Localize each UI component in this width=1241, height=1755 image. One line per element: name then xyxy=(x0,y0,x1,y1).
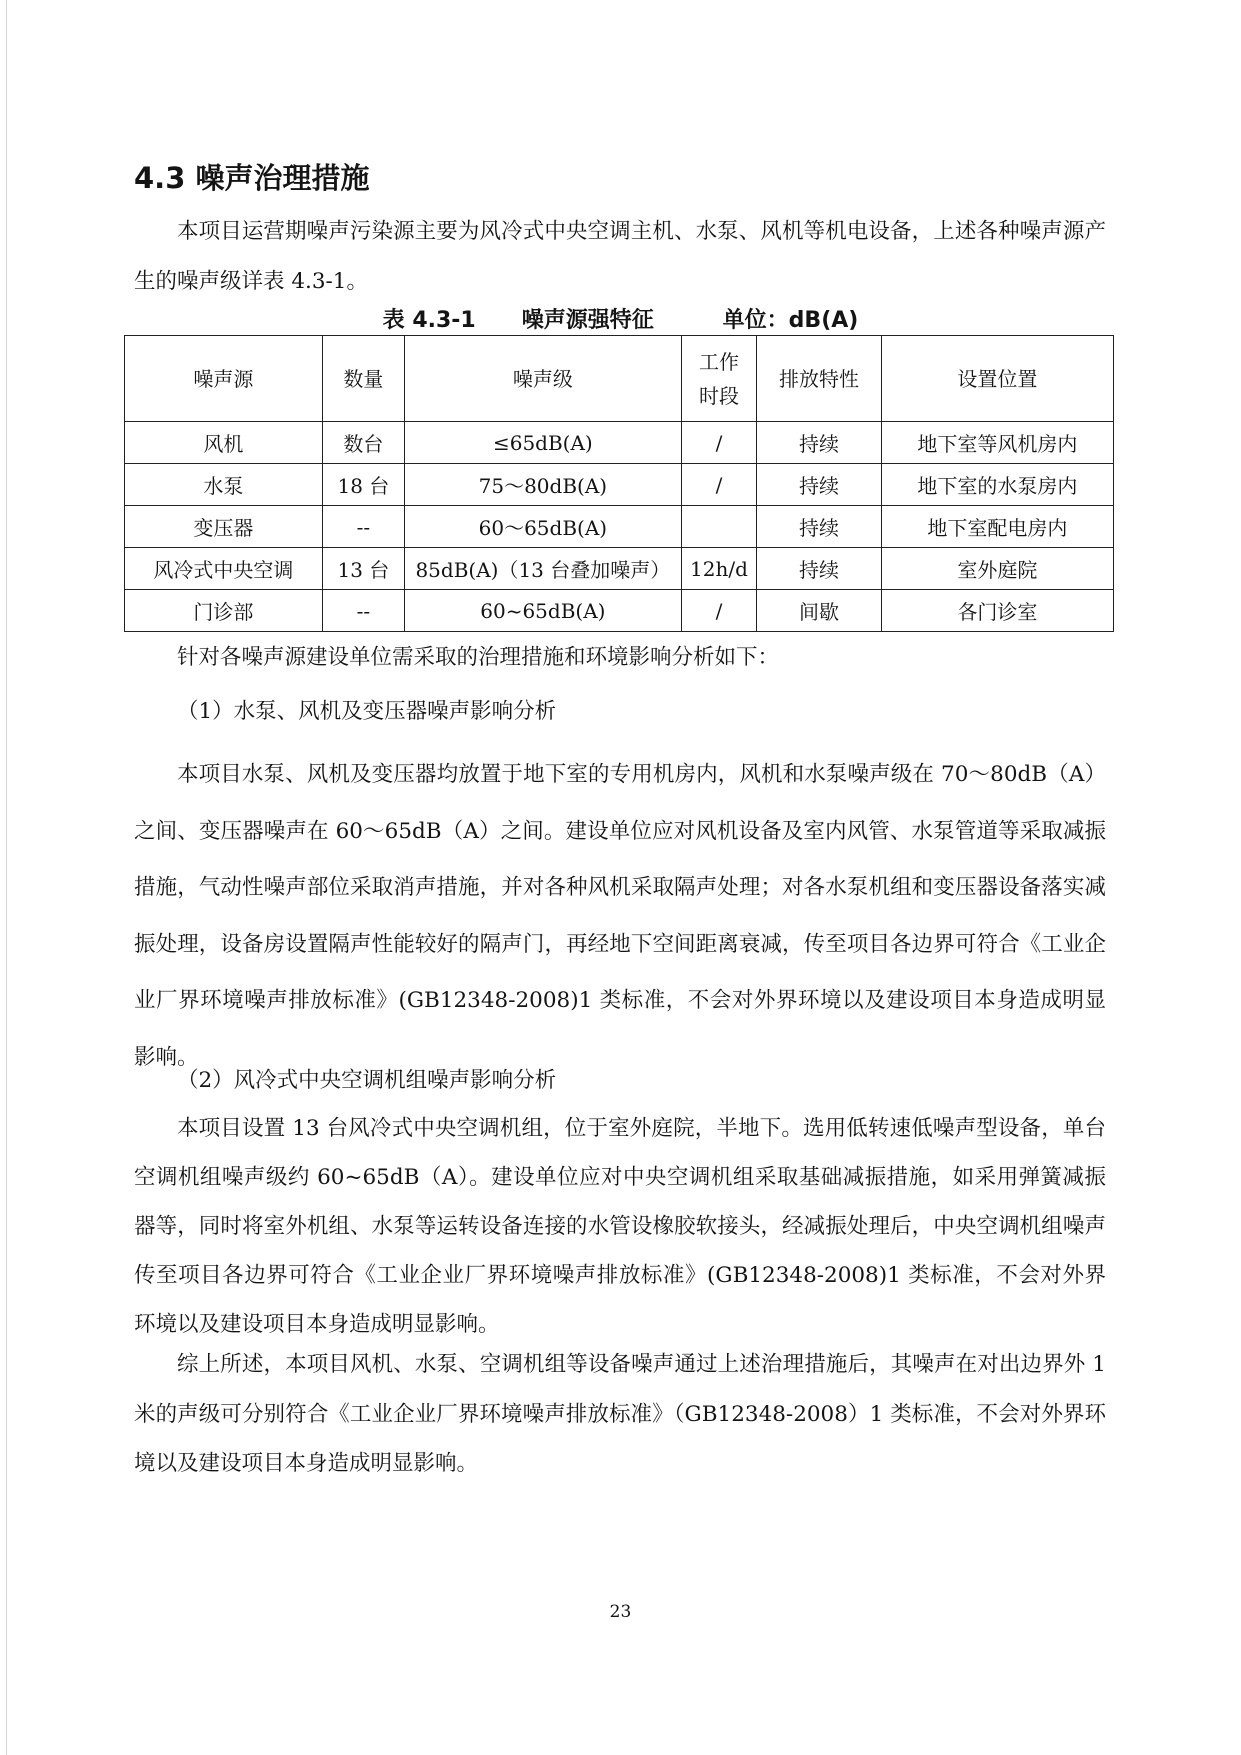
header-work-period-line2: 时段 xyxy=(698,383,739,408)
table-row xyxy=(125,464,1114,506)
cell-period xyxy=(681,506,757,548)
cell-level: 60～65dB(A) xyxy=(405,506,682,548)
cell-emission: 持续 xyxy=(757,548,881,590)
table-caption-unit: 单位：dB(A) xyxy=(722,308,859,333)
cell-source: 变压器 xyxy=(125,506,323,548)
cell-source: 门诊部 xyxy=(125,590,323,632)
cell-level: 60~65dB(A) xyxy=(405,590,682,632)
header-work-period-line1: 工作 xyxy=(698,349,739,374)
table-caption-id: 表 4.3-1 xyxy=(382,308,476,333)
measures-intro-paragraph: 针对各噪声源建设单位需采取的治理措施和环境影响分析如下： xyxy=(177,645,780,670)
cell-period: / xyxy=(681,422,757,464)
page-number: 23 xyxy=(609,1602,632,1622)
cell-quantity: -- xyxy=(322,506,404,548)
subsection-1-title: （1）水泵、风机及变压器噪声影响分析 xyxy=(177,699,557,724)
cell-emission: 持续 xyxy=(757,422,881,464)
cell-period: / xyxy=(681,464,757,506)
table-header-row xyxy=(125,336,1114,422)
table-row xyxy=(125,422,1114,464)
cell-quantity: 18 台 xyxy=(322,464,404,506)
header-emission: 排放特性 xyxy=(757,336,881,422)
cell-level: 85dB(A)（13 台叠加噪声） xyxy=(405,548,682,590)
cell-level: 75～80dB(A) xyxy=(405,464,682,506)
cell-emission: 持续 xyxy=(757,506,881,548)
cell-location: 地下室的水泵房内 xyxy=(881,464,1113,506)
cell-period: 12h/d xyxy=(681,548,757,590)
cell-location: 室外庭院 xyxy=(881,548,1113,590)
section-title: 4.3 噪声治理措施 xyxy=(134,161,370,195)
cell-source: 水泵 xyxy=(125,464,323,506)
subsection-2-title: （2）风冷式中央空调机组噪声影响分析 xyxy=(177,1068,557,1093)
intro-paragraph: 本项目运营期噪声污染源主要为风冷式中央空调主机、水泵、风机等机电设备，上述各种噪声源产生的噪声级详表 4.3-1。 xyxy=(134,219,1106,294)
cell-period: / xyxy=(681,590,757,632)
cell-quantity: 13 台 xyxy=(322,548,404,590)
cell-location: 地下室等风机房内 xyxy=(881,422,1113,464)
table-caption xyxy=(0,306,1241,336)
header-quantity: 数量 xyxy=(322,336,404,422)
header-level: 噪声级 xyxy=(405,336,682,422)
subsection-1-body: 本项目水泵、风机及变压器均放置于地下室的专用机房内，风机和水泵噪声级在 70～80dB（A）之间、变压器噪声在 60～65dB（A）之间。建设单位应对风机设备及室内风管、水泵管道等采取减振措施，气动性噪声部位采取消声措施，并对各种风机采取隔声处理；对各水泵机组和变压器设备落实减振处理，设备房设置隔声性能较好的隔声门，再经地下空间距离衰减，传至项目各边界可符合《工业企业厂界环境噪声排放标准》(GB12348-2008)1 类标准，不会对外界环境以及建设项目本身造成明显影响。 xyxy=(134,762,1106,1070)
table-caption-title: 噪声源强特征 xyxy=(521,308,654,333)
cell-source: 风机 xyxy=(125,422,323,464)
subsection-2-body: 本项目设置 13 台风冷式中央空调机组，位于室外庭院，半地下。选用低转速低噪声型设备，单台空调机组噪声级约 60~65dB（A）。建设单位应对中央空调机组采取基础减振措施，如采用弹簧减振器等，同时将室外机组、水泵等运转设备连接的水管设橡胶软接头，经减振处理后，中央空调机组噪声传至项目各边界可符合《工业企业厂界环境噪声排放标准》(GB12348-2008)1 类标准，不会对外界环境以及建设项目本身造成明显影响。 xyxy=(134,1116,1106,1337)
page-edge-line xyxy=(6,0,7,1755)
cell-quantity: -- xyxy=(322,590,404,632)
header-work-period xyxy=(681,336,757,422)
cell-level: ≤65dB(A) xyxy=(405,422,682,464)
cell-emission: 间歇 xyxy=(757,590,881,632)
header-location: 设置位置 xyxy=(881,336,1113,422)
summary-paragraph: 综上所述，本项目风机、水泵、空调机组等设备噪声通过上述治理措施后，其噪声在对出边界外 1 米的声级可分别符合《工业企业厂界环境噪声排放标准》（GB12348-2008）1 类标准，不会对外界环境以及建设项目本身造成明显影响。 xyxy=(134,1352,1106,1476)
cell-source: 风冷式中央空调 xyxy=(125,548,323,590)
cell-emission: 持续 xyxy=(757,464,881,506)
cell-location: 各门诊室 xyxy=(881,590,1113,632)
cell-quantity: 数台 xyxy=(322,422,404,464)
table-row xyxy=(125,548,1114,590)
header-source: 噪声源 xyxy=(125,336,323,422)
cell-location: 地下室配电房内 xyxy=(881,506,1113,548)
noise-source-table xyxy=(124,335,1114,632)
table-row xyxy=(125,506,1114,548)
table-row xyxy=(125,590,1114,632)
